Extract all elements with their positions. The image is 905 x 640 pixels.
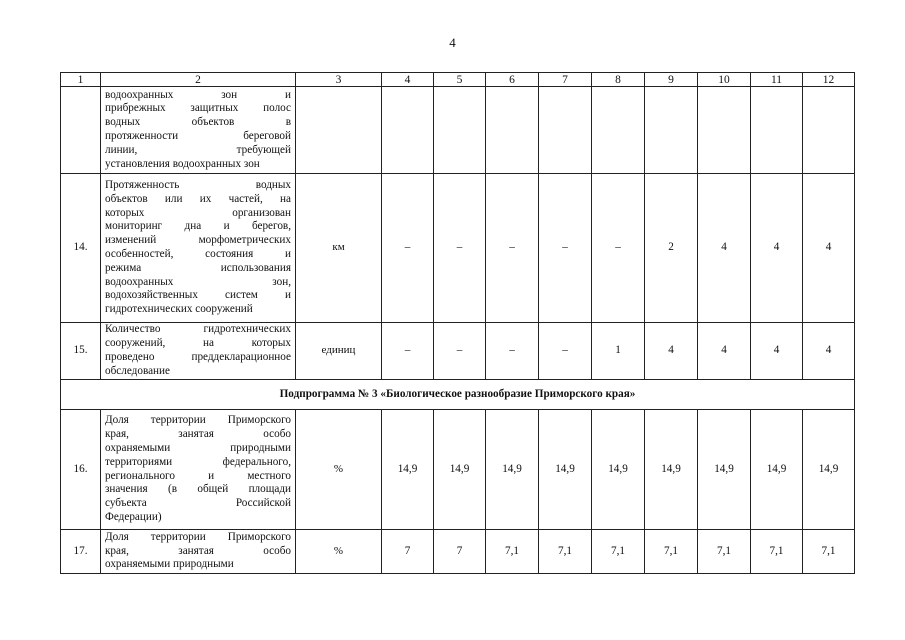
description-line: объектов или их частей, на xyxy=(105,192,291,205)
description-line: протяженности береговой xyxy=(105,130,291,142)
row-number: 17. xyxy=(61,530,101,574)
indicators-table xyxy=(60,72,855,574)
value-cell: – xyxy=(486,174,539,323)
value-cell xyxy=(645,87,698,174)
column-header: 10 xyxy=(698,73,751,87)
value-cell: 7,1 xyxy=(698,530,751,574)
value-cell: 7,1 xyxy=(645,530,698,574)
description-line: Количество гидротехнических xyxy=(105,323,291,336)
value-cell xyxy=(382,87,434,174)
value-cell xyxy=(434,87,486,174)
description-line: водных объектов в xyxy=(105,116,291,129)
description-line: Доля территории Приморского xyxy=(105,530,291,543)
description-line: Федерации) xyxy=(105,510,162,523)
value-cell xyxy=(698,87,751,174)
value-cell xyxy=(592,87,645,174)
value-cell: 7,1 xyxy=(539,530,592,574)
column-header: 8 xyxy=(592,73,645,87)
column-header: 9 xyxy=(645,73,698,87)
unit-cell xyxy=(296,87,382,174)
table-row xyxy=(61,530,855,574)
description-line: значения (в общей площади xyxy=(105,483,291,496)
value-cell: – xyxy=(434,323,486,380)
value-cell: – xyxy=(592,174,645,323)
value-cell: 4 xyxy=(803,323,855,380)
table-row xyxy=(61,87,855,174)
description-line: мониторинг дна и берегов, xyxy=(105,220,291,233)
subprogram-row xyxy=(61,380,855,410)
description-line: регионального и местного xyxy=(105,469,291,482)
value-cell: 4 xyxy=(803,174,855,323)
value-cell: 14,9 xyxy=(592,410,645,530)
description-line: которых организован xyxy=(105,206,291,219)
header-row xyxy=(61,73,855,87)
unit-cell: единиц xyxy=(296,323,382,380)
value-cell xyxy=(803,87,855,174)
value-cell: 4 xyxy=(698,323,751,380)
value-cell: 1 xyxy=(592,323,645,380)
row-number: 15. xyxy=(61,323,101,380)
description-line: прибрежных защитных полос xyxy=(105,102,291,115)
value-cell: 7,1 xyxy=(803,530,855,574)
value-cell: 7 xyxy=(382,530,434,574)
column-header: 2 xyxy=(101,73,296,87)
description-line: гидротехнических сооружений xyxy=(105,303,253,316)
value-cell: 7,1 xyxy=(486,530,539,574)
description-line: субъекта Российской xyxy=(105,497,291,510)
value-cell: 14,9 xyxy=(803,410,855,530)
unit-cell: км xyxy=(296,174,382,323)
description-line: водохозяйственных систем и xyxy=(105,289,291,302)
value-cell: – xyxy=(539,174,592,323)
value-cell: 14,9 xyxy=(382,410,434,530)
column-header: 3 xyxy=(296,73,382,87)
value-cell xyxy=(751,87,803,174)
value-cell xyxy=(539,87,592,174)
indicator-description xyxy=(101,323,296,380)
value-cell: – xyxy=(539,323,592,380)
value-cell: – xyxy=(434,174,486,323)
description-line: территориями федерального, xyxy=(105,455,291,468)
column-header: 7 xyxy=(539,73,592,87)
description-line: охраняемыми природными xyxy=(105,441,291,454)
value-cell: 14,9 xyxy=(751,410,803,530)
column-header: 5 xyxy=(434,73,486,87)
value-cell: 14,9 xyxy=(486,410,539,530)
value-cell: 4 xyxy=(751,174,803,323)
description-line: особенностей, состояния и xyxy=(105,248,291,260)
value-cell: – xyxy=(382,174,434,323)
row-number: 14. xyxy=(61,174,101,323)
value-cell xyxy=(486,87,539,174)
description-line: проведено преддекларационное xyxy=(105,351,291,363)
value-cell: 14,9 xyxy=(434,410,486,530)
description-line: обследование xyxy=(105,364,170,377)
value-cell: 4 xyxy=(645,323,698,380)
value-cell: 14,9 xyxy=(539,410,592,530)
description-line: водоохранных зон и xyxy=(105,88,291,101)
column-header: 1 xyxy=(61,73,101,87)
column-header: 4 xyxy=(382,73,434,87)
value-cell: 4 xyxy=(751,323,803,380)
description-line: края, занятая особо xyxy=(105,428,291,441)
table-row xyxy=(61,174,855,323)
unit-cell: % xyxy=(296,410,382,530)
row-number: 16. xyxy=(61,410,101,530)
indicator-description xyxy=(101,174,296,323)
description-line: режима использования xyxy=(105,261,291,274)
subprogram-title: Подпрограмма № 3 «Биологическое разнообразие Приморского края» xyxy=(61,380,855,410)
indicator-description xyxy=(101,530,296,574)
table-row xyxy=(61,323,855,380)
value-cell: 2 xyxy=(645,174,698,323)
description-line: установления водоохранных зон xyxy=(105,157,260,170)
unit-cell: % xyxy=(296,530,382,574)
value-cell: 7,1 xyxy=(592,530,645,574)
indicator-description xyxy=(101,87,296,174)
description-line: охраняемыми природными xyxy=(105,558,234,571)
indicator-description xyxy=(101,410,296,530)
value-cell: – xyxy=(486,323,539,380)
description-line: изменений морфометрических xyxy=(105,234,291,247)
column-header: 12 xyxy=(803,73,855,87)
column-header: 11 xyxy=(751,73,803,87)
value-cell: – xyxy=(382,323,434,380)
description-line: линии, требующей xyxy=(105,143,291,156)
value-cell: 7,1 xyxy=(751,530,803,574)
value-cell: 7 xyxy=(434,530,486,574)
description-line: края, занятая особо xyxy=(105,544,291,557)
value-cell: 14,9 xyxy=(645,410,698,530)
value-cell: 14,9 xyxy=(698,410,751,530)
row-number xyxy=(61,87,101,174)
description-line: водоохранных зон, xyxy=(105,275,291,288)
description-line: сооружений, на которых xyxy=(105,337,291,350)
value-cell: 4 xyxy=(698,174,751,323)
table-row xyxy=(61,410,855,530)
page-number: 4 xyxy=(449,35,456,50)
description-line: Доля территории Приморского xyxy=(105,414,291,427)
column-header: 6 xyxy=(486,73,539,87)
description-line: Протяженность водных xyxy=(105,179,291,192)
